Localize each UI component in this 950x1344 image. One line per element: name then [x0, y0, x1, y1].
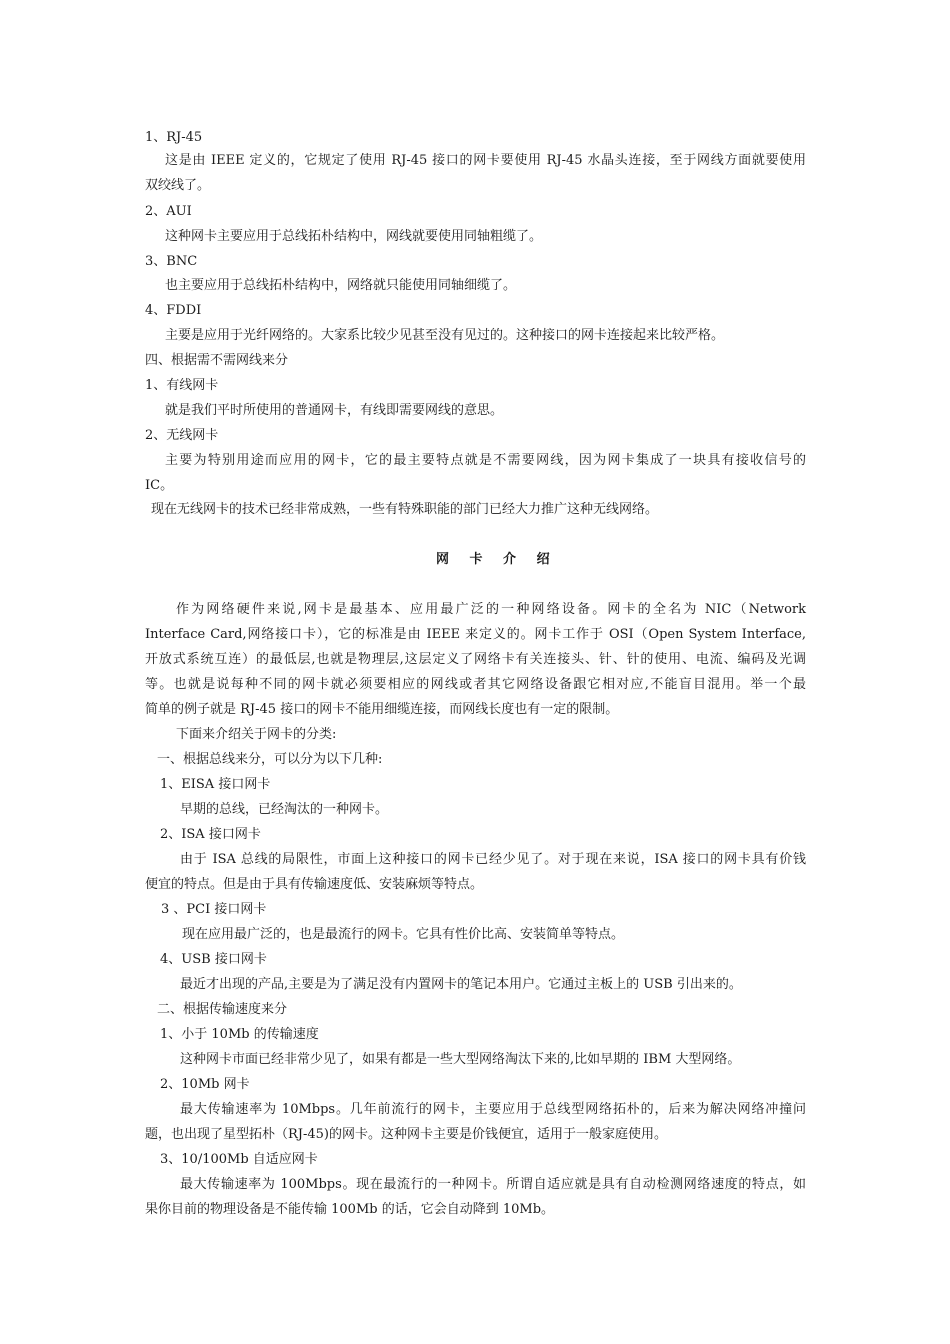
wireless-card-paragraph-line-1: 主要为特别用途而应用的网卡，它的最主要特点就是不需要网线，因为网卡集成了一块具有接收信号的 — [165, 453, 806, 468]
fddi-heading: 4、FDDI — [145, 303, 202, 318]
bus-type-heading: 一、根据总线来分，可以分为以下几种: — [157, 752, 383, 767]
section-four-heading: 四、根据需不需网线来分 — [145, 353, 289, 368]
10-100mb-paragraph-line-1: 最大传输速率为 100Mbps。现在最流行的一种网卡。所谓自适应就是具有自动检测网络速度的特点，如 — [180, 1177, 806, 1192]
bnc-paragraph: 也主要应用于总线拓朴结构中，网络就只能使用同轴细缆了。 — [165, 278, 517, 293]
10mb-paragraph-line-1: 最大传输速率为 10Mbps。几年前流行的网卡，主要应用于总线型网络拓朴的，后来为解决网络冲撞问 — [180, 1102, 806, 1117]
eisa-paragraph: 早期的总线，已经淘汰的一种网卡。 — [180, 802, 389, 817]
rj45-paragraph-line-1: 这是由 IEEE 定义的，它规定了使用 RJ-45 接口的网卡要使用 RJ-45 水晶头连接，至于网线方面就要使用 — [165, 153, 806, 168]
wireless-card-paragraph-line-2: IC。 — [145, 478, 174, 493]
bnc-heading: 3、BNC — [145, 254, 198, 269]
section-title: 网 卡 介 绍 — [436, 552, 558, 567]
intro-paragraph-line-3: 开放式系统互连）的最低层,也就是物理层,这层定义了网络卡有关连接头、针、针的使用、电流、编码及光调 — [145, 652, 806, 667]
10mb-paragraph-line-2: 题，也出现了星型拓朴（RJ-45)的网卡。这种网卡主要是价钱便宜，适用于一般家庭使用。 — [145, 1127, 668, 1142]
rj45-paragraph-line-2: 双绞线了。 — [145, 178, 211, 193]
pci-heading: 3 、PCI 接口网卡 — [161, 902, 267, 917]
intro-paragraph-line-4: 等。也就是说每种不同的网卡就必须要相应的网线或者其它网络设备跟它相对应,不能盲目混用。举一个最 — [145, 677, 806, 692]
intro-paragraph-line-1: 作为网络硬件来说,网卡是最基本、应用最广泛的一种网络设备。网卡的全名为 NIC（Network — [176, 602, 806, 617]
isa-heading: 2、ISA 接口网卡 — [160, 827, 261, 842]
isa-paragraph-line-1: 由于 ISA 总线的局限性，市面上这种接口的网卡已经少见了。对于现在来说，ISA 接口的网卡具有价钱 — [180, 852, 806, 867]
below-10mb-paragraph: 这种网卡市面已经非常少见了，如果有都是一些大型网络淘汰下来的,比如早期的 IBM 大型网络。 — [180, 1052, 741, 1067]
usb-heading: 4、USB 接口网卡 — [160, 952, 267, 967]
wireless-card-heading: 2、无线网卡 — [145, 428, 219, 443]
aui-paragraph: 这种网卡主要应用于总线拓朴结构中，网线就要使用同轴粗缆了。 — [165, 229, 543, 244]
speed-type-heading: 二、根据传输速度来分 — [157, 1002, 288, 1017]
wireless-card-note: 现在无线网卡的技术已经非常成熟，一些有特殊职能的部门已经大力推广这种无线网络。 — [151, 502, 659, 517]
10-100mb-heading: 3、10/100Mb 自适应网卡 — [160, 1152, 318, 1167]
isa-paragraph-line-2: 便宜的特点。但是由于具有传输速度低、安装麻烦等特点。 — [145, 877, 484, 892]
10-100mb-paragraph-line-2: 果你目前的物理设备是不能传输 100Mb 的话，它会自动降到 10Mb。 — [145, 1202, 555, 1217]
classification-intro: 下面来介绍关于网卡的分类: — [176, 727, 337, 742]
rj45-heading: 1、RJ-45 — [145, 130, 203, 145]
aui-heading: 2、AUI — [145, 204, 192, 219]
intro-paragraph-line-5: 简单的例子就是 RJ-45 接口的网卡不能用细缆连接，而网线长度也有一定的限制。 — [145, 702, 619, 717]
below-10mb-heading: 1、小于 10Mb 的传输速度 — [160, 1027, 319, 1042]
fddi-paragraph: 主要是应用于光纤网络的。大家系比较少见甚至没有见过的。这种接口的网卡连接起来比较严格。 — [165, 328, 725, 343]
eisa-heading: 1、EISA 接口网卡 — [160, 777, 271, 792]
wired-card-paragraph: 就是我们平时所使用的普通网卡，有线即需要网线的意思。 — [165, 403, 504, 418]
wired-card-heading: 1、有线网卡 — [145, 378, 219, 393]
usb-paragraph: 最近才出现的产品,主要是为了满足没有内置网卡的笔记本用户。它通过主板上的 USB 引出来的。 — [180, 977, 742, 992]
intro-paragraph-line-2: Interface Card,网络接口卡），它的标准是由 IEEE 来定义的。网卡工作于 OSI（Open System Interface, — [145, 627, 806, 642]
10mb-heading: 2、10Mb 网卡 — [160, 1077, 250, 1092]
pci-paragraph: 现在应用最广泛的，也是最流行的网卡。它具有性价比高、安装简单等特点。 — [182, 927, 625, 942]
